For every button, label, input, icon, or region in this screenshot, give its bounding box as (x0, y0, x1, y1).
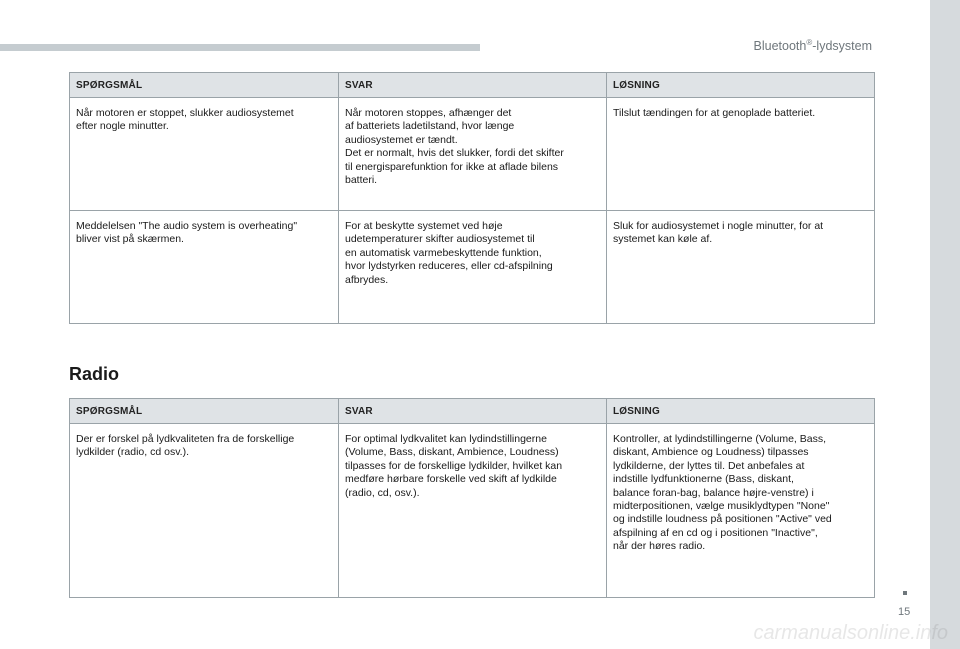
column-header-solution: LØSNING (607, 73, 875, 98)
question-cell: Meddelelsen "The audio system is overheating" bliver vist på skærmen. (70, 211, 339, 324)
watermark: carmanualsonline.info (753, 622, 948, 644)
header-rule (0, 44, 480, 51)
question-cell: Når motoren er stoppet, slukker audiosystemet efter nogle minutter. (70, 98, 339, 211)
radio-section-title: Radio (69, 364, 120, 384)
column-header-question: SPØRGSMÅL (70, 73, 339, 98)
question-cell: Der er forskel på lydkvaliteten fra de forskellige lydkilder (radio, cd osv.). (70, 424, 339, 598)
page-side-strip (930, 0, 960, 649)
table-row (70, 98, 875, 211)
solution-cell: Sluk for audiosystemet i nogle minutter, for at systemet kan køle af. (607, 211, 875, 324)
page-marker-dot (903, 591, 907, 595)
section-title-suffix: -lydsystem (812, 39, 872, 53)
column-header-solution: LØSNING (607, 399, 875, 424)
answer-cell: For optimal lydkvalitet kan lydindstillingerne (Volume, Bass, diskant, Ambience, Loudness) tilpasses for de forskellige lydkilder, hvilket kan medføre hørbare forskelle ved skift af lydkilde (radio, cd, osv.). (339, 424, 607, 598)
column-header-question: SPØRGSMÅL (70, 399, 339, 424)
solution-cell: Tilslut tændingen for at genoplade batteriet. (607, 98, 875, 211)
table-row (70, 424, 875, 598)
troubleshooting-table (69, 72, 875, 324)
answer-cell: For at beskytte systemet ved høje udetemperaturer skifter audiosystemet til en automatisk varmebeskyttende funktion, hvor lydstyrken reduceres, eller cd-afspilning afbrydes. (339, 211, 607, 324)
radio-troubleshooting-table (69, 398, 875, 598)
solution-cell: Kontroller, at lydindstillingerne (Volume, Bass, diskant, Ambience og Loudness) tilpasses lydkilderne, der lyttes til. Det anbefales at indstille lydfunktionerne (Bass, diskant, balance foran-bag, balance højre-venstre) i midterpositionen, vælge musiklydtypen "None" og indstille loudness på positionen "Active" ved afspilning af en cd og i positionen "Inactive", når der høres radio. (607, 424, 875, 598)
table-header-row (70, 399, 875, 424)
registered-mark: ® (806, 38, 813, 47)
section-title: Bluetooth (753, 39, 807, 53)
page-number: 15 (898, 606, 911, 618)
answer-cell: Når motoren stoppes, afhænger det af batteriets ladetilstand, hvor længe audiosystemet er tændt. Det er normalt, hvis det slukker, fordi det skifter til energisparefunktion for ikke at aflade bilens batteri. (339, 98, 607, 211)
column-header-answer: SVAR (339, 73, 607, 98)
table-row (70, 211, 875, 324)
table-header-row (70, 73, 875, 98)
section-header (754, 38, 872, 53)
column-header-answer: SVAR (339, 399, 607, 424)
